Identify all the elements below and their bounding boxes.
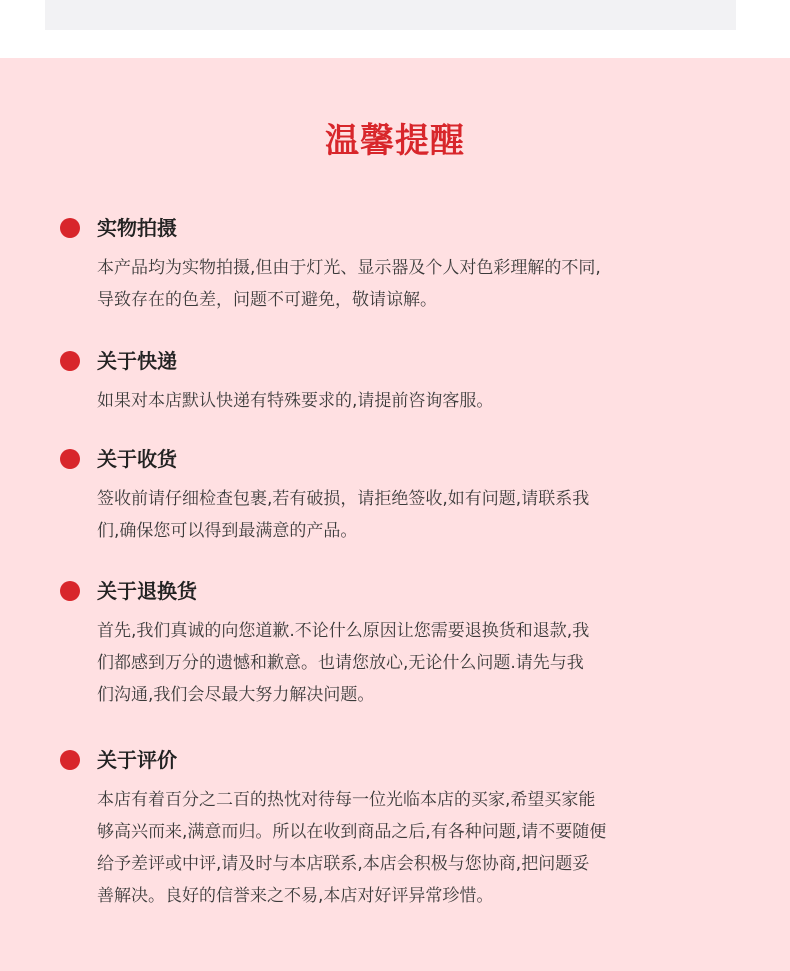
body-line: 善解决。良好的信誉来之不易,本店对好评异常珍惜。 <box>97 886 494 906</box>
body-line: 够高兴而来,满意而归。所以在收到商品之后,有各种问题,请不要随便 <box>97 822 607 842</box>
section-heading: 关于快递 <box>97 349 177 373</box>
red-dot-icon <box>60 581 80 601</box>
section-heading: 关于退换货 <box>97 579 197 603</box>
section-body <box>97 385 709 417</box>
top-strip <box>45 0 736 30</box>
section-body <box>97 252 709 316</box>
red-dot-icon <box>60 750 80 770</box>
body-line: 如果对本店默认快递有特殊要求的,请提前咨询客服。 <box>97 391 494 411</box>
red-dot-icon <box>60 218 80 238</box>
body-line: 们都感到万分的遗憾和歉意。也请您放心,无论什么问题.请先与我 <box>97 653 584 673</box>
body-line: 们,确保您可以得到最满意的产品。 <box>97 521 358 541</box>
notice-title: 温馨提醒 <box>325 121 465 161</box>
red-dot-icon <box>60 351 80 371</box>
body-line: 给予差评或中评,请及时与本店联系,本店会积极与您协商,把问题妥 <box>97 854 590 874</box>
body-line: 首先,我们真诚的向您道歉.不论什么原因让您需要退换货和退款,我 <box>97 621 590 641</box>
body-line: 签收前请仔细检查包裹,若有破损，请拒绝签收,如有问题,请联系我 <box>97 489 590 509</box>
section-heading: 关于评价 <box>97 748 177 772</box>
body-line: 们沟通,我们会尽最大努力解决问题。 <box>97 685 375 705</box>
body-line: 本店有着百分之二百的热忱对待每一位光临本店的买家,希望买家能 <box>97 790 596 810</box>
section-body <box>97 483 709 547</box>
red-dot-icon <box>60 449 80 469</box>
section-heading: 实物拍摄 <box>97 216 177 240</box>
section-body <box>97 615 709 711</box>
section-heading: 关于收货 <box>97 447 177 471</box>
body-line: 本产品均为实物拍摄,但由于灯光、显示器及个人对色彩理解的不同, <box>97 258 601 278</box>
body-line: 导致存在的色差，问题不可避免，敬请谅解。 <box>97 290 437 310</box>
section-body <box>97 784 709 912</box>
